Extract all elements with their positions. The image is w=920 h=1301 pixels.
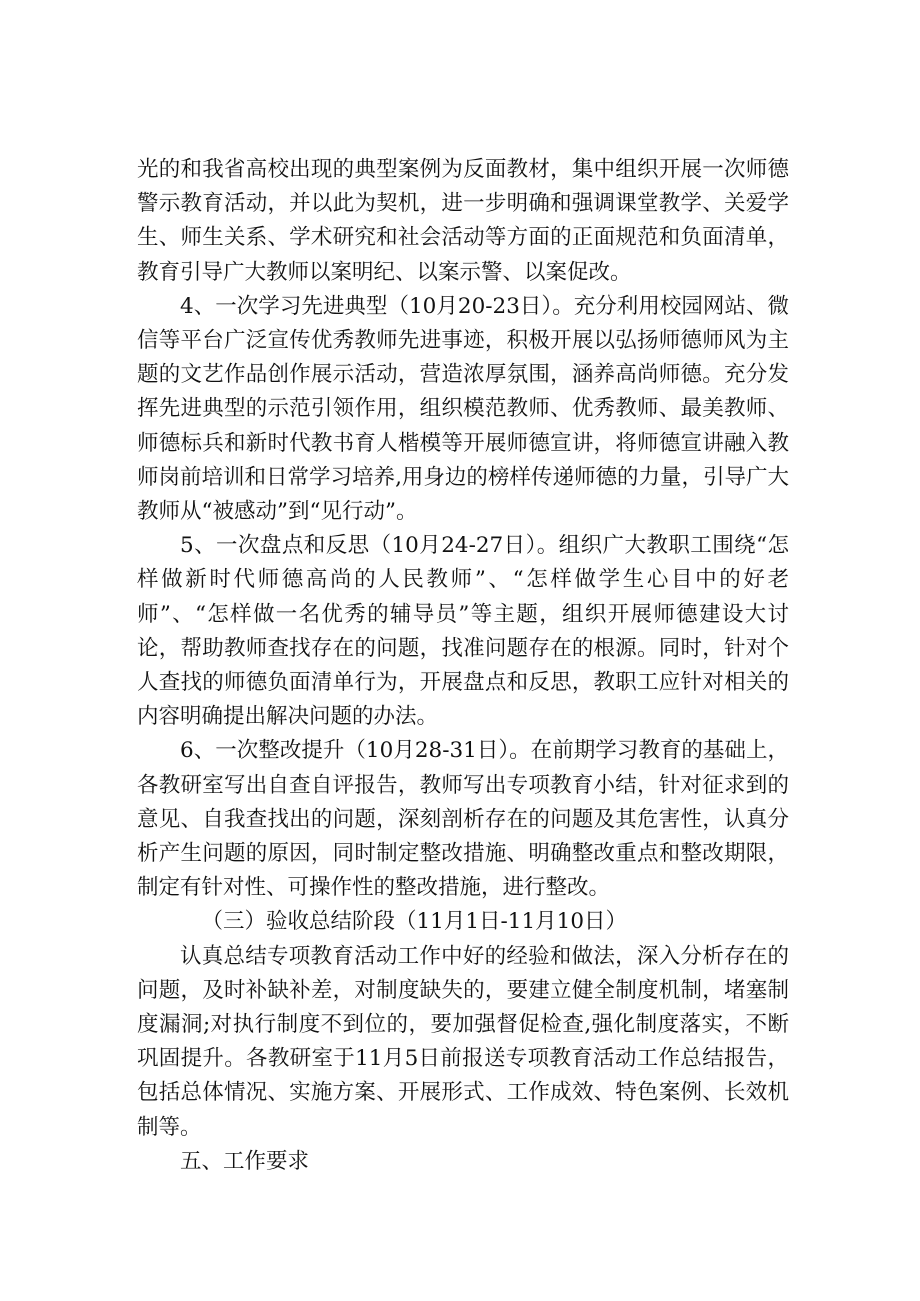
paragraph-item-5: 5、一次盘点和反思（10月24-27日）。组织广大教职工围绕“怎样做新时代师德高尚的人民教师”、“怎样做学生心目中的好老师”、“怎样做一名优秀的辅导员”等主题，组织开展师德建设大讨论，帮助教师查找存在的问题，找准问题存在的根源。同时，针对个人查找的师德负面清单行为，开展盘点和反思，教职工应针对相关的内容明确提出解决问题的办法。 [137,533,789,730]
paragraph-item-6: 6、一次整改提升（10月28-31日）。在前期学习教育的基础上，各教研室写出自查自评报告，教师写出专项教育小结，针对征求到的意见、自我查找出的问题，深刻剖析存在的问题及其危害性，认真分析产生问题的原因，同时制定整改措施、明确整改重点和整改期限，制定有针对性、可操作性的整改措施，进行整改。 [137,738,789,901]
section-heading-acceptance: （三）验收总结阶段（11月1日-11月10日） [201,909,628,935]
paragraph-item-4: 4、一次学习先进典型（10月20-23日）。充分利用校园网站、微信等平台广泛宣传优秀教师先进事迹，积极开展以弘扬师德师风为主题的文艺作品创作展示活动，营造浓厚氛围，涵养高尚师德。充分发挥先进典型的示范引领作用，组织模范教师、优秀教师、最美教师、师德标兵和新时代教书育人楷模等开展师德宣讲，将师德宣讲融入教师岗前培训和日常学习培养,用身边的榜样传递师德的力量，引导广大教师从“被感动”到“见行动”。 [137,293,789,525]
section-heading-requirements: 五、工作要求 [180,1148,310,1174]
paragraph-continuation: 光的和我省高校出现的典型案例为反面教材，集中组织开展一次师德警示教育活动，并以此为契机，进一步明确和强调课堂教学、关爱学生、师生关系、学术研究和社会活动等方面的正面规范和负面清单，教育引导广大教师以案明纪、以案示警、以案促改。 [137,157,789,285]
paragraph-summary: 认真总结专项教育活动工作中好的经验和做法，深入分析存在的问题，及时补缺补差，对制度缺失的，要建立健全制度机制，堵塞制度漏洞;对执行制度不到位的，要加强督促检查,强化制度落实，不断巩固提升。各教研室于11月5日前报送专项教育活动工作总结报告，包括总体情况、实施方案、开展形式、工作成效、特色案例、长效机制等。 [137,943,789,1140]
document-body [137,153,789,1179]
